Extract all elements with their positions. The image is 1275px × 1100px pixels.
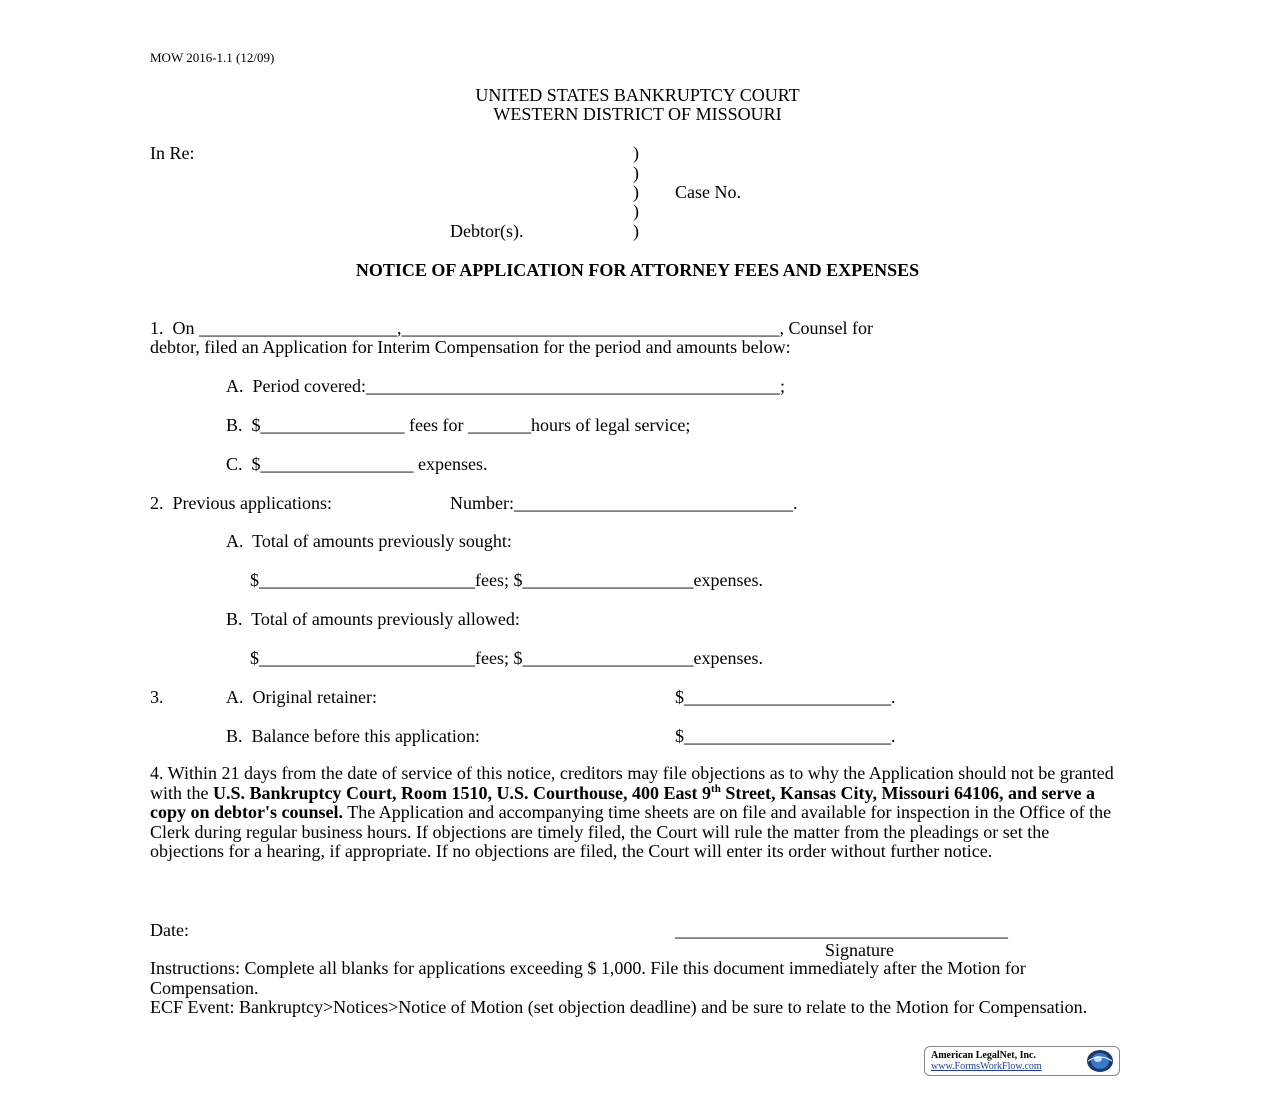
item-2a-amounts: $________________________fees; $___________________expenses. xyxy=(250,570,763,590)
item-2a-label: A. Total of amounts previously sought: xyxy=(226,531,512,551)
court-address-cont: Street, Kansas City, Missouri 64106, and serve a copy on debtor's counsel. xyxy=(150,782,1095,823)
item-2b-amounts: $________________________fees; $___________________expenses. xyxy=(250,648,763,668)
item-4-text-cont: The Application and accompanying time sheets are on file and available for inspection in the Office of the Clerk during regular business hours. If objections are timely filed, the Court will rule the matter from the pleadings or set the objections for a hearing, if appropriate. If no objections are filed, the Court will enter its order without further notice. xyxy=(150,802,1112,862)
court-address: U.S. Bankruptcy Court, Room 1510, U.S. Courthouse, 400 East 9 xyxy=(213,782,712,803)
item-3b-label: B. Balance before this application: xyxy=(226,726,480,746)
item-1c-expenses: C. $_________________ expenses. xyxy=(226,454,488,474)
item-1a-period: A. Period covered:______________________________________________; xyxy=(226,376,785,396)
caption-paren: ) xyxy=(633,163,639,183)
logo-company-name: American LegalNet, Inc. xyxy=(931,1050,1036,1061)
item-2-number: Number:_______________________________. xyxy=(450,493,798,513)
item-2-label: 2. Previous applications: xyxy=(150,493,332,513)
notice-title: NOTICE OF APPLICATION FOR ATTORNEY FEES AND EXPENSES xyxy=(355,260,920,280)
item-1-line-1: 1. On ______________________,__________________________________________, Counsel for xyxy=(150,318,873,338)
in-re-label: In Re: xyxy=(150,143,195,163)
caption-paren: ) xyxy=(633,221,639,241)
item-4-paragraph xyxy=(150,764,1120,862)
instructions-text: Instructions: Complete all blanks for applications exceeding $ 1,000. File this document immediately after the Motion for Compensation. xyxy=(150,958,1026,998)
caption-paren: ) xyxy=(633,182,639,202)
signature-line: _____________________________________ xyxy=(675,920,1008,940)
case-number-label: Case No. xyxy=(675,182,741,202)
court-district: WESTERN DISTRICT OF MISSOURI xyxy=(493,104,782,124)
item-3a-label: A. Original retainer: xyxy=(226,687,377,707)
debtors-label: Debtor(s). xyxy=(450,221,524,241)
globe-icon xyxy=(1085,1049,1115,1073)
logo-url-link[interactable]: www.FormsWorkFlow.com xyxy=(931,1061,1042,1072)
court-name: UNITED STATES BANKRUPTCY COURT xyxy=(475,85,800,105)
item-1b-fees: B. $________________ fees for _______hours of legal service; xyxy=(226,415,691,435)
ordinal-suffix: th xyxy=(711,782,721,795)
item-3-number: 3. xyxy=(150,687,164,707)
form-id: MOW 2016-1.1 (12/09) xyxy=(150,50,275,65)
item-1-line-2: debtor, filed an Application for Interim Compensation for the period and amounts below: xyxy=(150,337,791,357)
caption-paren: ) xyxy=(633,201,639,221)
american-legalnet-logo[interactable] xyxy=(924,1046,1120,1076)
date-label: Date: xyxy=(150,920,189,940)
item-3a-amount: $_______________________. xyxy=(675,687,896,707)
item-4-text: 4. Within 21 days from the date of service of this notice, creditors may file objections as to why the Application should not be granted with the xyxy=(150,763,1114,803)
ecf-event-text: ECF Event: Bankruptcy>Notices>Notice of Motion (set objection deadline) and be sure to relate to the Motion for Compensation. xyxy=(150,997,1088,1017)
item-2b-label: B. Total of amounts previously allowed: xyxy=(226,609,520,629)
signature-label: Signature xyxy=(825,940,894,960)
caption-paren: ) xyxy=(633,143,639,163)
item-3b-amount: $_______________________. xyxy=(675,726,896,746)
